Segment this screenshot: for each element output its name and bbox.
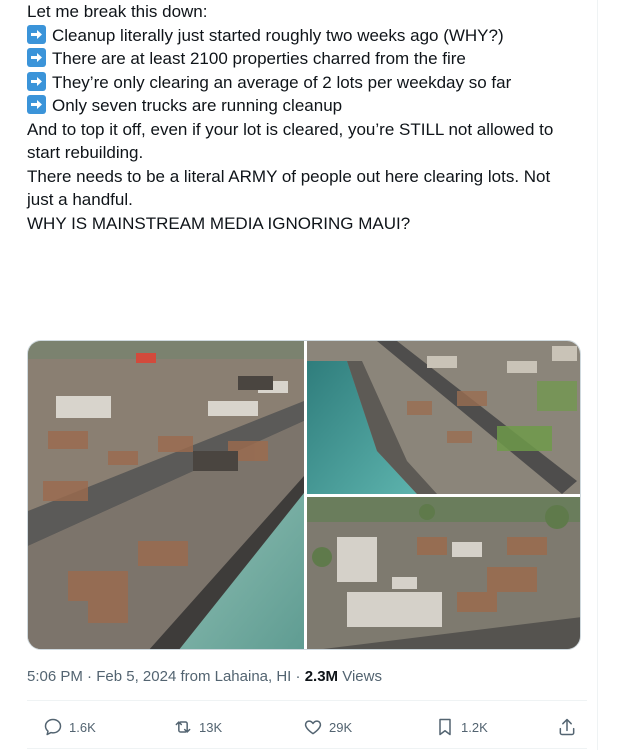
bullet-text: They’re only clearing an average of 2 lots per weekday so far xyxy=(52,72,512,92)
right-arrow-emoji-icon xyxy=(27,25,46,44)
bookmark-count: 1.2K xyxy=(461,719,488,735)
aerial-photo-burned-buildings[interactable] xyxy=(307,497,581,650)
like-count: 29K xyxy=(329,719,353,735)
tweet-detail xyxy=(10,0,598,750)
divider xyxy=(27,700,587,701)
tweet-time[interactable]: 5:06 PM xyxy=(27,668,83,685)
bullet-text: Cleanup literally just started roughly two weeks ago (WHY?) xyxy=(52,25,504,45)
bullet-text: There are at least 2100 properties charred from the fire xyxy=(52,49,466,68)
tweet-intro: Let me break this down: xyxy=(27,2,208,21)
reply-button[interactable] xyxy=(43,712,96,742)
aerial-photo-burned-town[interactable] xyxy=(28,341,304,650)
aerial-photo-coastline[interactable] xyxy=(307,341,581,494)
heart-icon xyxy=(303,717,323,737)
paragraph-line: start rebuilding. xyxy=(27,143,144,162)
bookmark-button[interactable] xyxy=(435,712,488,742)
right-arrow-emoji-icon xyxy=(27,95,46,114)
right-arrow-emoji-icon xyxy=(27,72,46,91)
tweet-location: from Lahaina, HI xyxy=(180,668,292,685)
right-arrow-emoji-icon xyxy=(27,48,46,67)
bookmark-icon xyxy=(435,717,455,737)
bullet-text: Only seven trucks are running cleanup xyxy=(52,96,343,115)
repost-icon xyxy=(173,717,193,737)
divider xyxy=(27,748,587,749)
tweet-actions xyxy=(27,712,587,742)
paragraph-line: WHY IS MAINSTREAM MEDIA IGNORING MAUI? xyxy=(27,213,411,233)
share-icon xyxy=(557,717,577,737)
views-count: 2.3M xyxy=(304,668,339,685)
tweet-media-grid xyxy=(27,340,581,650)
bullet-item xyxy=(27,24,587,48)
views-label: Views xyxy=(342,668,382,685)
paragraph-line: There needs to be a literal ARMY of people out here clearing lots. Not xyxy=(27,166,551,186)
like-button[interactable] xyxy=(303,712,352,742)
share-button[interactable] xyxy=(557,712,583,742)
reply-count: 1.6K xyxy=(69,719,96,735)
bullet-item xyxy=(27,71,587,95)
tweet-meta: 5:06 PM · Feb 5, 2024 from Lahaina, HI · 2.3M Views xyxy=(27,668,382,685)
reply-icon xyxy=(43,717,63,737)
paragraph-line: just a handful. xyxy=(27,190,133,209)
tweet-date[interactable]: Feb 5, 2024 xyxy=(96,668,177,685)
tweet-text xyxy=(27,0,587,235)
paragraph-line: And to top it off, even if your lot is cleared, you’re STILL not allowed to xyxy=(27,119,554,139)
repost-button[interactable] xyxy=(173,712,222,742)
bullet-item xyxy=(27,94,587,118)
repost-count: 13K xyxy=(199,719,223,735)
bullet-item xyxy=(27,47,587,71)
